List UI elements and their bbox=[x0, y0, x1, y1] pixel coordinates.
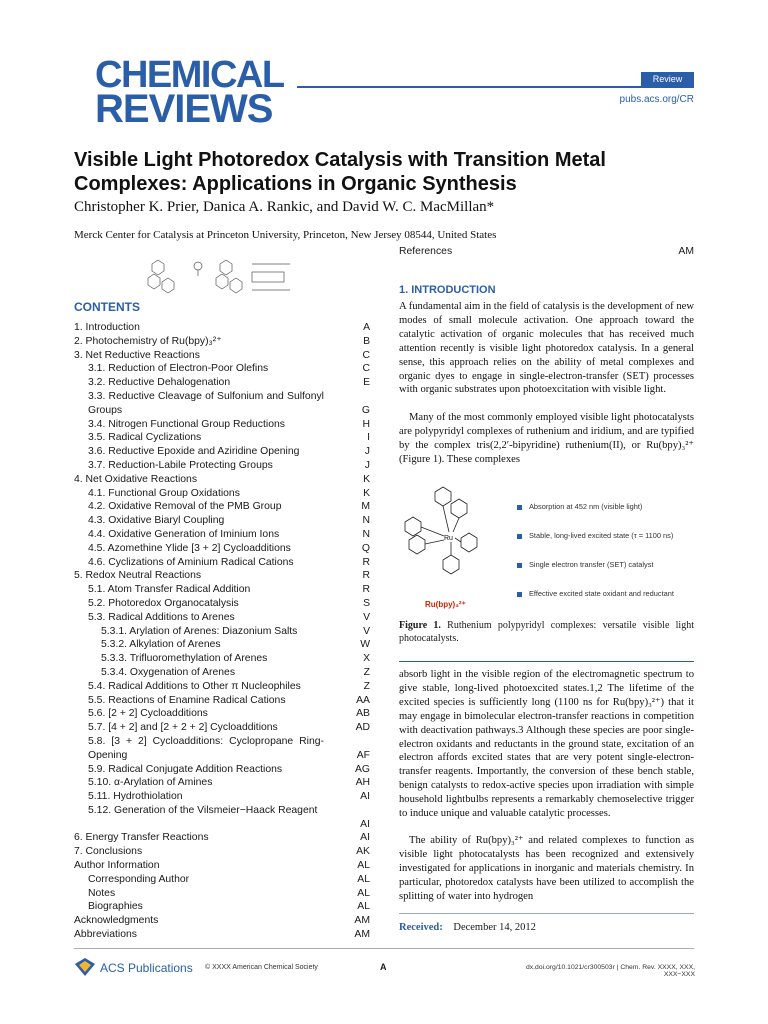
toc-entry-page: AH bbox=[355, 777, 370, 789]
toc-entry-label: 5.12. Generation of the Vilsmeier−Haack Reagent bbox=[88, 804, 318, 816]
header-divider bbox=[297, 86, 694, 88]
svg-text:Ru: Ru bbox=[444, 535, 453, 542]
toc-entry-page: R bbox=[362, 584, 370, 596]
intro-paragraph-1: A fundamental aim in the field of catalysis is the development of new modes of small molecule activation. One approach toward the catalytic activation of organic molecules that has received much attention recently is visible light photoredox catalysis. In a general sense, this approach relies on the ability of metal complexes and organic dyes to engage in single-electron-transfer (SET) processes with organic substrates upon photoexcitation with visible light. bbox=[399, 301, 694, 396]
toc-entry-label: Corresponding Author bbox=[88, 873, 190, 885]
affiliation: Merck Center for Catalysis at Princeton University, Princeton, New Jersey 08544, United States bbox=[74, 229, 497, 241]
toc-entry[interactable] bbox=[74, 873, 370, 887]
article-title: Visible Light Photoredox Catalysis with Transition Metal Complexes: Applications in Organic Synthesis bbox=[74, 149, 606, 195]
intro-paragraph-4: The ability of Ru(bpy)₃²⁺ and related complexes to function as visible light photocatalysts has been recognized and extensively investigated for applications in inorganic and materials chemistry. In particular, photoredox catalysts have been utilized to accomplish the splitting of water into hydrogen bbox=[399, 835, 694, 902]
toc-entry[interactable] bbox=[74, 611, 370, 625]
toc-entry-label: 4.6. Cyclizations of Aminium Radical Cations bbox=[88, 556, 294, 568]
toc-entry-page: K bbox=[363, 487, 370, 499]
toc-entry-label: 3.1. Reduction of Electron-Poor Olefins bbox=[88, 363, 269, 375]
toc-entry-page: N bbox=[362, 528, 370, 540]
author-list: Christopher K. Prier, Danica A. Rankic, and David W. C. MacMillan* bbox=[74, 199, 495, 215]
figure-divider bbox=[399, 661, 694, 662]
bullet-square-icon bbox=[517, 534, 522, 539]
toc-entry[interactable] bbox=[74, 528, 370, 542]
toc-entry[interactable] bbox=[74, 680, 370, 694]
toc-entry[interactable] bbox=[74, 362, 370, 376]
ru-bpy-structure bbox=[399, 482, 509, 616]
toc-entry-page: AL bbox=[357, 901, 370, 913]
journal-logo bbox=[95, 54, 285, 131]
section-heading-introduction: 1. INTRODUCTION bbox=[399, 284, 496, 296]
toc-entry[interactable] bbox=[74, 542, 370, 556]
toc-entry-label: 4.3. Oxidative Biaryl Coupling bbox=[88, 515, 225, 527]
toc-entry-page: G bbox=[361, 404, 370, 416]
toc-entry[interactable] bbox=[74, 721, 370, 735]
toc-graphic-scheme bbox=[140, 246, 300, 306]
toc-entry-label: 1. Introduction bbox=[74, 322, 140, 333]
toc-entry-page: AM bbox=[678, 246, 694, 257]
toc-entry-label: 7. Conclusions bbox=[74, 846, 143, 858]
journal-url-link[interactable]: pubs.acs.org/CR bbox=[619, 94, 694, 105]
toc-entry-label: 5.7. [4 + 2] and [2 + 2 + 2] Cycloadditions bbox=[88, 722, 278, 734]
toc-entry-label: 3.2. Reductive Dehalogenation bbox=[88, 377, 231, 389]
toc-entry-label: 5.3.2. Alkylation of Arenes bbox=[101, 639, 221, 651]
toc-entry-page: AD bbox=[355, 722, 370, 734]
toc-entry-label: 5.6. [2 + 2] Cycloadditions bbox=[88, 708, 208, 720]
toc-entry-page: C bbox=[362, 349, 370, 361]
doi-link[interactable]: dx.doi.org/10.1021/cr300503r | Chem. Rev. XXXX, XXX, XXX−XXX bbox=[525, 964, 695, 978]
bullet-square-icon bbox=[517, 563, 522, 568]
toc-entry-page: AM bbox=[354, 915, 370, 927]
toc-entry[interactable] bbox=[74, 845, 370, 859]
bullet-square-icon bbox=[517, 505, 522, 510]
toc-entry-page: Q bbox=[361, 542, 370, 554]
toc-entry[interactable] bbox=[74, 735, 370, 763]
toc-entry-page: AI bbox=[360, 818, 370, 830]
copyright: © XXXX American Chemical Society bbox=[205, 964, 318, 971]
received-date bbox=[399, 922, 536, 933]
page-number: A bbox=[380, 962, 387, 972]
footer-divider bbox=[74, 948, 694, 949]
toc-entry-label: 4.5. Azomethine Ylide [3 + 2] Cycloadditions bbox=[88, 542, 291, 554]
toc-entry[interactable] bbox=[74, 638, 370, 652]
toc-entry-page: X bbox=[363, 653, 370, 665]
toc-entry-label: Biographies bbox=[88, 901, 143, 913]
toc-entry-page: K bbox=[363, 473, 370, 485]
toc-entry[interactable] bbox=[74, 914, 370, 928]
toc-entry-label: 3.7. Reduction-Labile Protecting Groups bbox=[88, 459, 273, 471]
toc-entry-label: 4.2. Oxidative Removal of the PMB Group bbox=[88, 501, 282, 513]
toc-entry-page: AF bbox=[356, 749, 370, 761]
figure-bullet bbox=[517, 502, 694, 511]
figure-bullet bbox=[517, 531, 694, 540]
toc-entry[interactable] bbox=[74, 514, 370, 528]
figure-bullet-text: Effective excited state oxidant and reductant bbox=[529, 589, 674, 598]
toc-entry-page: C bbox=[362, 363, 370, 375]
toc-entry-label: 5.9. Radical Conjugate Addition Reactions bbox=[88, 763, 283, 775]
toc-entry-label: 4. Net Oxidative Reactions bbox=[74, 473, 198, 485]
toc-entry-page: AK bbox=[356, 846, 370, 858]
toc-entry-label: 3.6. Reductive Epoxide and Aziridine Opening bbox=[88, 446, 300, 458]
toc-entry-label: 6. Energy Transfer Reactions bbox=[74, 832, 209, 844]
toc-entry[interactable] bbox=[74, 390, 370, 418]
toc-entry[interactable] bbox=[74, 473, 370, 487]
toc-entry[interactable] bbox=[74, 928, 370, 942]
toc-entry-label: 2. Photochemistry of Ru(bpy)₃²⁺ bbox=[74, 335, 222, 347]
toc-entry-label: Acknowledgments bbox=[74, 915, 159, 927]
toc-entry-label: 5.10. α-Arylation of Amines bbox=[88, 777, 213, 789]
figure-bullet bbox=[517, 560, 694, 569]
toc-entry-page: AL bbox=[357, 860, 370, 872]
received-divider bbox=[399, 913, 694, 914]
figure-bullet-list bbox=[517, 502, 694, 618]
toc-entry[interactable] bbox=[74, 487, 370, 501]
toc-entry-page: I bbox=[367, 432, 370, 444]
toc-entry[interactable] bbox=[74, 763, 370, 777]
toc-entry-label: 5.5. Reactions of Enamine Radical Cations bbox=[88, 694, 286, 706]
toc-entry-label: 5.3.1. Arylation of Arenes: Diazonium Salts bbox=[101, 625, 298, 637]
bullet-square-icon bbox=[517, 592, 522, 597]
toc-entry-page: AG bbox=[354, 763, 370, 775]
contents-heading: CONTENTS bbox=[74, 300, 140, 314]
toc-entry-page: AM bbox=[354, 929, 370, 941]
toc-entry-label: 5.2. Photoredox Organocatalysis bbox=[88, 597, 239, 609]
toc-entry[interactable] bbox=[74, 418, 370, 432]
toc-entry[interactable] bbox=[74, 887, 370, 901]
toc-entry-page: E bbox=[363, 377, 370, 389]
toc-entry-page: Z bbox=[363, 680, 370, 692]
table-of-contents bbox=[74, 321, 370, 942]
figure-bullet-text: Stable, long-lived excited state (τ = 1100 ns) bbox=[529, 531, 674, 540]
toc-entry[interactable] bbox=[74, 349, 370, 363]
toc-entry-page: N bbox=[362, 515, 370, 527]
figure-1 bbox=[399, 482, 694, 616]
toc-entry[interactable] bbox=[74, 556, 370, 570]
toc-entry-page: M bbox=[361, 501, 370, 513]
toc-entry-page: AI bbox=[360, 832, 370, 844]
toc-entry-label: 4.1. Functional Group Oxidations bbox=[88, 487, 240, 499]
toc-entry-label: 5.3.3. Trifluoromethylation of Arenes bbox=[101, 653, 268, 665]
toc-entry[interactable] bbox=[74, 376, 370, 390]
complex-label: Ru(bpy)₃²⁺ bbox=[425, 600, 466, 609]
toc-entry-page: J bbox=[364, 459, 370, 471]
journal-name-line2: REVIEWS bbox=[95, 87, 273, 131]
toc-entry-label: 5.1. Atom Transfer Radical Addition bbox=[88, 584, 251, 596]
toc-entry-page: R bbox=[362, 570, 370, 582]
toc-entry-page: V bbox=[363, 611, 370, 623]
toc-entry-page: AL bbox=[357, 873, 370, 885]
toc-entry-page: V bbox=[363, 625, 370, 637]
toc-entry[interactable] bbox=[74, 335, 370, 349]
toc-entry[interactable] bbox=[74, 321, 370, 335]
toc-entry[interactable] bbox=[74, 694, 370, 708]
toc-entry[interactable] bbox=[74, 459, 370, 473]
toc-entry-page: S bbox=[363, 597, 370, 609]
toc-entry-page: AL bbox=[357, 887, 370, 899]
toc-entry-label: 3. Net Reductive Reactions bbox=[74, 349, 200, 361]
figure-caption-text: Ruthenium polypyridyl complexes: versatile visible light photocatalysts. bbox=[399, 620, 694, 644]
toc-entry-references[interactable] bbox=[399, 246, 694, 257]
toc-entry-label: 5.3.4. Oxygenation of Arenes bbox=[101, 666, 236, 678]
toc-entry[interactable] bbox=[74, 500, 370, 514]
figure-1-caption bbox=[399, 620, 694, 645]
toc-entry[interactable] bbox=[74, 445, 370, 459]
toc-entry-page: AB bbox=[356, 708, 370, 720]
intro-paragraph-3: absorb light in the visible region of the electromagnetic spectrum to give stable, long-lived photoexcited states.1,2 The lifetime of the excited species is sufficiently long (1100 ns for Ru(bpy)₃²⁺) that it may engage in bimolecular electron-transfer reactions in competition with deactivation pathways.3 Although these species are poor single-electron oxidants and reductants in the ground state, excitation of an electron affords excited states that are very potent single-electron-transfer reagents. Importantly, the conversion of these bench stable, benign catalysts to redox-active species upon irradiation with simple household lightbulbs represents a remarkably chemoselective trigger to induce unique and valuable catalytic processes. bbox=[399, 669, 694, 820]
toc-entry-label: 5.11. Hydrothiolation bbox=[88, 791, 183, 803]
toc-entry-label: Author Information bbox=[74, 860, 160, 872]
toc-entry[interactable] bbox=[74, 804, 370, 832]
toc-entry[interactable] bbox=[74, 569, 370, 583]
toc-entry[interactable] bbox=[74, 707, 370, 721]
figure-bullet-text: Absorption at 452 nm (visible light) bbox=[529, 502, 643, 511]
toc-entry[interactable] bbox=[74, 831, 370, 845]
toc-entry-label: 5.4. Radical Additions to Other π Nucleophiles bbox=[88, 680, 301, 692]
toc-entry-page: H bbox=[362, 418, 370, 430]
publisher-logo: ACS Publications bbox=[100, 961, 193, 975]
toc-entry[interactable] bbox=[74, 597, 370, 611]
toc-entry-label: References bbox=[399, 246, 453, 257]
toc-entry-page: B bbox=[363, 335, 370, 347]
toc-entry-label: Abbreviations bbox=[74, 929, 137, 941]
toc-entry-label: 5.3. Radical Additions to Arenes bbox=[88, 611, 235, 623]
figure-label: Figure 1. bbox=[399, 620, 441, 631]
toc-entry-page: AI bbox=[360, 791, 370, 803]
toc-entry-page: AA bbox=[356, 694, 370, 706]
toc-entry[interactable] bbox=[74, 652, 370, 666]
toc-entry-label: 3.4. Nitrogen Functional Group Reductions bbox=[88, 418, 285, 430]
toc-entry[interactable] bbox=[74, 776, 370, 790]
received-value: December 14, 2012 bbox=[453, 922, 536, 933]
received-label: Received: bbox=[399, 922, 443, 933]
toc-entry-label: 3.5. Radical Cyclizations bbox=[88, 432, 202, 444]
journal-name-line1: CHEMICAL bbox=[95, 54, 284, 96]
figure-bullet bbox=[517, 589, 694, 598]
toc-entry-page: W bbox=[360, 639, 370, 651]
article-type-badge: Review bbox=[641, 72, 694, 86]
figure-bullet-text: Single electron transfer (SET) catalyst bbox=[529, 560, 654, 569]
toc-entry-page: J bbox=[364, 446, 370, 458]
toc-entry-label: 5. Redox Neutral Reactions bbox=[74, 570, 202, 582]
toc-entry[interactable] bbox=[74, 859, 370, 873]
toc-entry[interactable] bbox=[74, 583, 370, 597]
toc-entry-page: Z bbox=[363, 666, 370, 678]
toc-entry[interactable] bbox=[74, 431, 370, 445]
toc-entry[interactable] bbox=[74, 666, 370, 680]
toc-entry[interactable] bbox=[74, 625, 370, 639]
acs-shield-icon bbox=[74, 957, 96, 977]
toc-entry-page: A bbox=[363, 322, 370, 333]
toc-entry-label: Notes bbox=[88, 887, 116, 899]
toc-entry[interactable] bbox=[74, 790, 370, 804]
toc-entry-label: 3.3. Reductive Cleavage of Sulfonium and Sulfonyl Groups bbox=[88, 390, 324, 416]
toc-entry[interactable] bbox=[74, 900, 370, 914]
toc-entry-page: R bbox=[362, 556, 370, 568]
toc-entry-label: 4.4. Oxidative Generation of Iminium Ions bbox=[88, 528, 280, 540]
toc-entry-label: 5.8. [3 + 2] Cycloadditions: Cyclopropane Ring-Opening bbox=[88, 735, 324, 761]
intro-paragraph-2: Many of the most commonly employed visible light photocatalysts are polypyridyl complexes of ruthenium and iridium, and are typified by the complex tris(2,2′-bipyridine) ruthenium(II), or Ru(bpy)₃²⁺ (Figure 1). These complexes bbox=[399, 412, 694, 465]
